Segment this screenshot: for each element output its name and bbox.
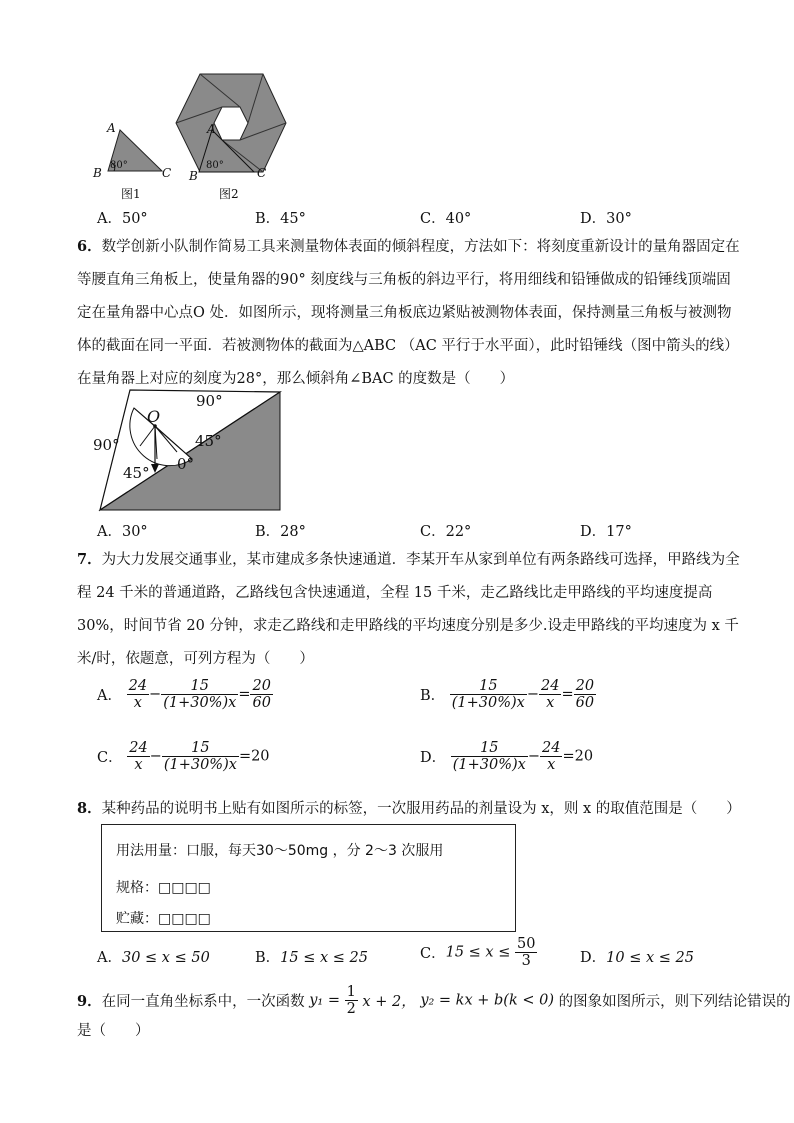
q8-option-c[interactable]: C．15 ≤ x ≤ $\frac{50}{3}$: [420, 936, 536, 969]
q7-stem: [77, 543, 747, 676]
q5-figures: [88, 70, 308, 200]
q7-option-b[interactable]: B． $\frac{15}{(1+30\%)x}$ − $\frac{24}{x}$ = $\frac{20}{60}$: [420, 678, 595, 711]
fig1-caption: 图1: [121, 187, 141, 201]
q6-line-4: 体的截面在同一平面．若被测物体的截面为△ABC （AC 平行于水平面），此时铅锤线（图中箭头的线）: [77, 338, 739, 354]
q9-stem: 9．在同一直角坐标系中，一次函数 y₁ = $\frac{1}{2}$ x + 2， y₂ = kx + b(k < 0) 的图象如图所示，则下列结论错误的: [77, 984, 791, 1017]
q8-option-a[interactable]: A．30 ≤ x ≤ 50: [97, 950, 210, 966]
q7-line-4: 米/时，依题意，可列方程为（ ）: [77, 651, 314, 667]
fig1-label-A: A: [107, 121, 116, 135]
fig2-hexagon: [176, 74, 286, 172]
q7-line-3: 30%，时间节省 20 分钟，求走乙路线和走甲路线的平均速度分别是多少.设走甲路线的平均速度为 x 千: [77, 618, 739, 634]
fig2-label-B: B: [189, 169, 198, 183]
q5-option-b[interactable]: B．45°: [255, 211, 306, 227]
q5-option-c[interactable]: C．40°: [420, 211, 472, 227]
q6-line-2: 等腰直角三角板上，使量角器的90° 刻度线与三角板的斜边平行，将用细线和铅锤做成的铅锤线顶端固: [77, 272, 731, 288]
fig2-label-C: C: [257, 166, 267, 180]
label-spec: 规格：□□□□: [116, 880, 211, 896]
q6-figure: [95, 388, 285, 513]
q6-label-45-left: 45°: [123, 464, 150, 482]
q6-line-3: 定在量角器中心点O 处．如图所示，现将测量三角板底边紧贴被测物体表面，保持测量三角板与被测物: [77, 305, 732, 321]
q6-line-5: 在量角器上对应的刻度为28°，那么倾斜角∠BAC 的度数是（ ）: [77, 371, 515, 387]
q5-option-d[interactable]: D．30°: [580, 211, 632, 227]
q6-label-O: O: [147, 407, 161, 426]
q6-label-90-top: 90°: [196, 392, 223, 410]
q6-label-90-left: 90°: [93, 436, 120, 454]
q7-line-1: 7．为大力发展交通事业，某市建成多条快速通道．李某开车从家到单位有两条路线可选择，甲路线为全: [77, 551, 740, 568]
fig2-label-A: A: [207, 122, 216, 136]
q7-option-c[interactable]: C． $\frac{24}{x}$ − $\frac{15}{(1+30\%)x}$ =20: [97, 740, 270, 773]
q6-option-a[interactable]: A．30°: [97, 524, 148, 540]
q6-option-b[interactable]: B．28°: [255, 524, 306, 540]
q6-label-0: 0°: [177, 455, 195, 473]
fig2-angle-label: 80°: [206, 160, 224, 171]
q6-option-d[interactable]: D．17°: [580, 524, 632, 540]
q6-option-c[interactable]: C．22°: [420, 524, 472, 540]
label-dosage: 用法用量：口服，每天30～50mg ，分 2～3 次服用: [116, 843, 444, 859]
q8-option-b[interactable]: B．15 ≤ x ≤ 25: [255, 950, 368, 966]
fig1-label-C: C: [162, 166, 172, 180]
medicine-label-box: [101, 824, 516, 932]
q7-line-2: 程 24 千米的普通道路，乙路线包含快速通道，全程 15 千米，走乙路线比走甲路线的平均速度提高: [77, 585, 713, 601]
q6-stem: [77, 230, 747, 396]
q7-option-a[interactable]: A． $\frac{24}{x}$ − $\frac{15}{(1+30\%)x}$ = $\frac{20}{60}$: [97, 678, 271, 711]
label-storage: 贮藏：□□□□: [116, 911, 211, 927]
fig1-label-B: B: [93, 166, 102, 180]
q9-line-2: 是（ ）: [77, 1023, 150, 1039]
q6-line-1: 6．数学创新小队制作简易工具来测量物体表面的倾斜程度，方法如下：将刻度重新设计的量角器固定在: [77, 238, 740, 255]
q8-option-d[interactable]: D．10 ≤ x ≤ 25: [580, 950, 694, 966]
q8-stem: 8．某种药品的说明书上贴有如图所示的标签，一次服用药品的剂量设为 x，则 x 的取值范围是（ ）: [77, 800, 741, 817]
q6-label-45-right: 45°: [195, 432, 222, 450]
fig2-caption: 图2: [219, 187, 239, 201]
fig1-angle-label: 80°: [110, 160, 128, 171]
q5-option-a[interactable]: A．50°: [97, 211, 148, 227]
q7-option-d[interactable]: D． $\frac{15}{(1+30\%)x}$ − $\frac{24}{x}$ =20: [420, 740, 594, 773]
